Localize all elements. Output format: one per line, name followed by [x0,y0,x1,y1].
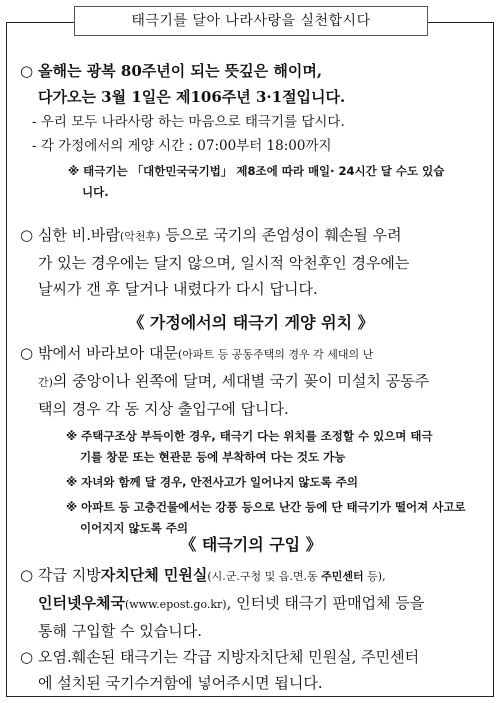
sec3-line1a: 밖에서 바라보아 대문 [38,344,178,362]
sec4-line1b: 자치단체 민원실 [100,566,208,584]
sec2-line3: 날씨가 갠 후 달거나 내렸다가 다시 답니다. [38,280,318,298]
sec1-line1: 올해는 광복 80주년이 되는 뜻깊은 해이며, [38,62,323,80]
bullet-circle: ○ [20,226,34,244]
bullet-circle: ○ [20,648,34,666]
sec1-note1: ※ 태극기는 「대한민국국기법」 제8조에 따라 매일· 24시간 달 수도 있습 [68,164,445,178]
sec3-note2: 기를 창문 또는 현관문 등에 부착하여 다는 것도 가능 [80,450,346,464]
sec2-line1c: 등으로 국기의 존엄성이 훼손될 우려 [160,226,402,244]
sec3-note4: ※ 아파트 등 고층건물에서는 강풍 등으로 난간 등에 단 태극기가 떨어져 사고로 [66,500,466,514]
sec1-item2: - 각 가정에서의 게양 시간 : 07:00부터 18:00까지 [32,138,332,154]
bullet-circle: ○ [20,344,34,362]
section-disposal [20,644,486,696]
sec2-line1a: 심한 비.바람 [38,226,120,244]
sec3-note5: 이어지지 않도록 주의 [80,521,188,535]
section-anniversary [20,58,486,203]
bullet-circle: ○ [20,62,34,80]
sec4-line3: 통해 구입할 수 있습니다. [38,622,202,640]
sec2-line1b: (악천후) [120,230,161,243]
sec4-line1e: 등), [363,570,386,583]
sec3-note3: ※ 자녀와 함께 달 경우, 안전사고가 일어나지 않도록 주의 [66,475,358,489]
sec4-line2c: , 인터넷 태극기 판매업체 등을 [226,594,425,612]
sec4-line2b: (www.epost.go.kr) [124,598,227,611]
sec1-item1: - 우리 모두 나라사랑 하는 마음으로 태극기를 답시다. [32,114,345,130]
notice-title: 태극기를 달아 나라사랑을 실천합시다 [74,6,428,36]
sec1-note2: 니다. [82,185,109,199]
sec2-line2: 가 있는 경우에는 달지 않으며, 일시적 악천후인 경우에는 [38,254,410,272]
section-location [20,340,486,539]
sec1-line2: 다가오는 3월 1일은 제106주년 3·1절입니다. [38,88,346,106]
bullet-circle: ○ [20,566,34,584]
section-weather [20,222,486,302]
sec4-line2a: 인터넷우체국 [38,594,125,612]
sec3-line2b: 의 중앙이나 왼쪽에 달며, 세대별 국기 꽂이 미설치 공동주 [52,372,430,390]
sec4-line1c: (시.군.구청 및 읍.면.동 [207,570,322,583]
section-purchase [20,562,486,644]
heading-hanging-location: 《 가정에서의 태극기 게양 위치 》 [128,313,374,332]
sec4-line1a: 각급 지방 [38,566,101,584]
sec4-line1d: 주민센터 [321,570,364,583]
sec3-line3: 택의 경우 각 동 지상 출입구에 답니다. [38,400,289,418]
heading-purchase: 《 태극기의 구입 》 [180,535,322,554]
sec5-line1: 오염.훼손된 태극기는 각급 지방자치단체 민원실, 주민센터 [38,648,420,666]
sec3-note1: ※ 주택구조상 부득이한 경우, 태극기 다는 위치를 조정할 수 있으며 태극 [66,429,433,443]
sec3-line2a: 간) [38,376,53,389]
sec5-line2: 에 설치된 국기수거함에 넣어주시면 됩니다. [38,674,323,692]
sec3-line1b: (아파트 등 공동주택의 경우 각 세대의 난 [177,348,374,361]
